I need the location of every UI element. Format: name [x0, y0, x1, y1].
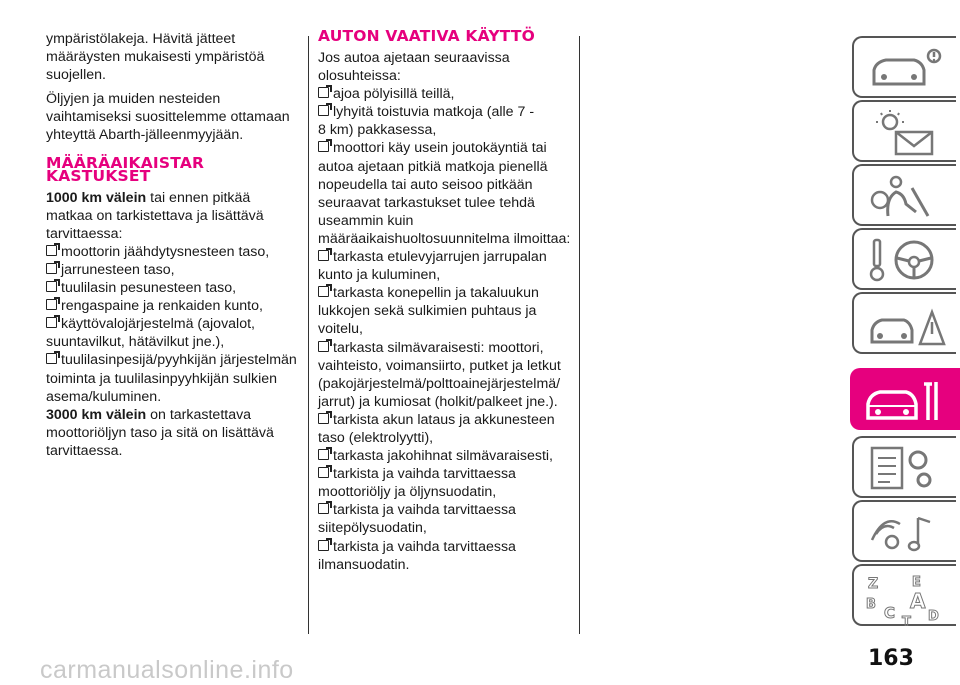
- tab-index[interactable]: [852, 564, 956, 626]
- km3000-paragraph: 3000 km välein on tarkastettava moottoriöljyn taso ja sitä on lisättävä tarvittaessa.: [46, 406, 274, 459]
- condition-item: ajoa pölyisillä teillä,: [318, 85, 578, 103]
- check-icon: [46, 317, 57, 328]
- specs-gear-icon: [866, 444, 946, 494]
- column-divider: [579, 36, 580, 634]
- check-item: tuulilasin pesunesteen taso,: [46, 279, 298, 297]
- tab-safety[interactable]: [852, 164, 956, 226]
- tab-emergency[interactable]: [852, 292, 956, 354]
- check-icon: [318, 105, 329, 116]
- index-letter: T: [902, 615, 911, 626]
- inspection-item: tarkista akun lataus ja akkunesteen taso (elektrolyytti),: [318, 411, 555, 446]
- left-column: [46, 30, 298, 466]
- tab-dashboard[interactable]: [852, 36, 956, 98]
- conditions-intro: Jos autoa ajetaan seuraavissa olosuhteissa:: [318, 50, 510, 85]
- inspection-item: tarkista ja vaihda tarvittaessa moottoriöljy ja öljynsuodatin,: [318, 466, 516, 501]
- check-icon: [318, 449, 329, 460]
- tab-warning-lights[interactable]: [852, 100, 956, 162]
- column-divider: [308, 36, 309, 634]
- inspection-item: tarkista ja vaihda tarvittaessa siitepölysuodatin,: [318, 502, 516, 537]
- warning-light-envelope-icon: [866, 108, 946, 158]
- disposal-paragraph: ympäristölakeja. Hävitä jätteet määräysten mukaisesti ympäristöä suojellen.: [46, 31, 265, 84]
- index-letter: E: [912, 575, 921, 590]
- emergency-car-icon: [866, 300, 946, 350]
- tab-starting-driving[interactable]: [852, 228, 956, 290]
- check-icon: [46, 299, 57, 310]
- check-item: jarrunesteen taso,: [46, 261, 298, 279]
- check-icon: [46, 263, 57, 274]
- check-icon: [46, 353, 57, 364]
- car-wrench-icon: [864, 376, 944, 426]
- check-icon: [46, 281, 57, 292]
- inspection-item: tarkista ja vaihda tarvittaessa ilmansuodatin.: [318, 538, 516, 573]
- check-icon: [318, 540, 329, 551]
- condition-item: moottori käy usein joutokäyntiä tai autoa ajetaan pitkiä matkoja pienellä nopeudella tai auto seisoo pitkään: [318, 140, 548, 193]
- index-letter: D: [928, 609, 939, 624]
- followup-paragraph: seuraavat tarkastukset tulee tehdä useammin kuin määräaikaishuoltosuunnitelma ilmoittaa:: [318, 194, 571, 247]
- check-icon: [318, 341, 329, 352]
- car-dashboard-icon: [866, 44, 946, 94]
- check-item: moottorin jäähdytysnesteen taso,: [46, 243, 298, 261]
- tab-multimedia[interactable]: [852, 500, 956, 562]
- inspection-item: tarkasta etulevyjarrujen jarrupalan kunto ja kuluminen,: [318, 249, 547, 284]
- periodic-checks-heading: MÄÄRÄAIKAISTAR KASTUKSET: [46, 153, 205, 185]
- check-item: käyttövalojärjestelmä (ajovalot, suuntavilkut, hätävilkut jne.),: [46, 316, 255, 351]
- key-steering-wheel-icon: [866, 236, 946, 286]
- check-icon: [318, 141, 329, 152]
- alphabet-index-icon: [866, 572, 946, 626]
- watermark: carmanualsonline.info: [40, 656, 294, 684]
- right-column: [318, 27, 578, 574]
- condition-item: lyhyitä toistuvia matkoja (alle 7 - 8 km) pakkasessa,: [318, 104, 535, 139]
- km1000-paragraph: 1000 km välein tai ennen pitkää matkaa on tarkistettava ja lisättävä tarvittaessa:: [46, 189, 264, 242]
- severe-use-heading: AUTON VAATIVA KÄYTTÖ: [318, 27, 536, 45]
- page-number: 163: [868, 646, 914, 671]
- inspection-item: tarkasta konepellin ja takaluukun lukkojen sekä sulkimien puhtaus ja voitelu,: [318, 285, 539, 338]
- check-icon: [318, 413, 329, 424]
- check-item: rengaspaine ja renkaiden kunto,: [46, 297, 298, 315]
- inspection-item: tarkasta jakohihnat silmävaraisesti,: [318, 447, 578, 465]
- check-icon: [46, 245, 57, 256]
- check-icon: [318, 503, 329, 514]
- tab-specifications[interactable]: [852, 436, 956, 498]
- check-icon: [318, 467, 329, 478]
- check-icon: [318, 286, 329, 297]
- index-letter: A: [910, 589, 926, 613]
- airbag-seat-icon: [866, 172, 946, 222]
- index-letter: C: [884, 604, 896, 622]
- multimedia-icon: [866, 508, 946, 558]
- index-letter: B: [866, 597, 876, 612]
- index-letter: Z: [868, 576, 879, 592]
- check-item: tuulilasinpesijä/pyyhkijän järjestelmän toiminta ja tuulilasinpyyhkijän sulkien asema/kuluminen.: [46, 352, 297, 405]
- tab-maintenance[interactable]: [850, 368, 960, 430]
- oil-paragraph: Öljyjen ja muiden nesteiden vaihtamiseksi suosittelemme ottamaan yhteyttä Abarth-jälleenmyyjään.: [46, 91, 290, 144]
- check-icon: [318, 250, 329, 261]
- inspection-item: tarkasta silmävaraisesti: moottori, vaihteisto, voimansiirto, putket ja letkut (pakojärjestelmä/polttoainejärjestelmä/ jarrut) ja kumiosat (holkit/palkeet jne.).: [318, 339, 561, 410]
- check-icon: [318, 87, 329, 98]
